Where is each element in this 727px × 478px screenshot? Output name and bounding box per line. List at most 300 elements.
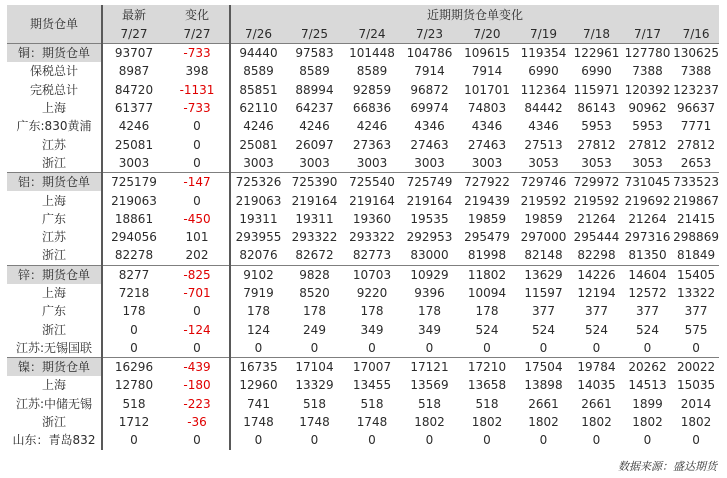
row-history-cell: 178 <box>303 304 326 319</box>
row-history-cell: 82773 <box>352 248 392 263</box>
row-history-cell: 725390 <box>286 173 343 192</box>
row-history-cell: 19311 <box>239 211 278 226</box>
row-history-cell: 178 <box>475 304 499 319</box>
row-history-cell: 349 <box>360 322 384 337</box>
row-latest: 0 <box>130 322 138 337</box>
warrant-table-container <box>7 5 719 450</box>
row-history-cell: 297316 <box>624 230 671 245</box>
table-row <box>7 246 719 265</box>
row-history-cell: 5953 <box>632 119 663 134</box>
row-history-cell: 82298 <box>577 248 616 263</box>
row-history-cell: 17007 <box>343 358 401 377</box>
row-name: 保税总计 <box>7 62 102 80</box>
row-history-cell: 4346 <box>414 119 445 134</box>
row-name: 江苏:无锡国联 <box>7 339 102 358</box>
header-change-date: 7/27 <box>165 25 230 44</box>
row-history-cell: 4246 <box>243 119 274 134</box>
table-row <box>7 154 719 173</box>
row-name: 锌：期货仓单 <box>7 265 102 284</box>
row-history-cell: 518 <box>418 396 441 411</box>
row-history-cell: 0 <box>539 433 548 448</box>
row-latest: 84720 <box>114 82 154 97</box>
header-date-8: 7/16 <box>673 25 719 44</box>
row-history-cell: 82672 <box>295 248 334 263</box>
category-row <box>7 265 719 284</box>
row-history-cell: 7388 <box>632 64 663 79</box>
row-name: 浙江 <box>7 154 102 173</box>
row-history-cell: 85851 <box>239 82 278 97</box>
header-date-4: 7/20 <box>458 25 516 44</box>
row-latest: 25081 <box>114 137 154 152</box>
row-history-cell: 112364 <box>520 82 567 97</box>
row-history-cell: 27363 <box>352 137 392 152</box>
row-history-cell: 81849 <box>676 248 716 263</box>
row-latest: 93707 <box>102 44 165 63</box>
row-history-cell: 3003 <box>471 155 503 170</box>
row-latest: 3003 <box>118 155 150 170</box>
row-history-cell: 518 <box>360 396 384 411</box>
row-history-cell: 84442 <box>524 101 563 116</box>
row-history-cell: 6990 <box>528 64 559 79</box>
row-history-cell: 3003 <box>356 155 388 170</box>
row-history-cell: 8589 <box>243 64 274 79</box>
row-history-cell: 12194 <box>577 286 616 300</box>
row-change: -180 <box>165 376 230 394</box>
row-history-cell: 17210 <box>458 358 516 377</box>
row-change: -223 <box>165 395 230 413</box>
table-row <box>7 135 719 153</box>
row-history-cell: 741 <box>247 396 270 411</box>
row-history-cell: 3053 <box>581 155 612 170</box>
row-history-cell: 0 <box>643 340 652 355</box>
header-date-0: 7/26 <box>230 25 286 44</box>
row-history-cell: 249 <box>303 322 326 337</box>
row-name: 广东 <box>7 302 102 320</box>
row-history-cell: 21415 <box>676 211 716 226</box>
row-change: 0 <box>165 117 230 135</box>
row-history-cell: 20022 <box>673 358 719 377</box>
row-name: 江苏:中储无锡 <box>7 395 102 413</box>
row-history-cell: 733523 <box>673 173 719 192</box>
table-row <box>7 302 719 320</box>
row-latest: 178 <box>122 304 146 319</box>
table-row <box>7 99 719 117</box>
row-history-cell: 1748 <box>299 415 330 430</box>
row-history-cell: 19859 <box>467 211 507 226</box>
row-history-cell: 0 <box>425 340 434 355</box>
row-history-cell: 27463 <box>467 137 507 152</box>
row-history-cell: 295479 <box>464 230 510 245</box>
row-history-cell: 122961 <box>571 44 622 63</box>
row-history-cell: 27812 <box>628 137 667 152</box>
row-history-cell: 219592 <box>573 193 620 208</box>
row-history-cell: 15405 <box>673 265 719 284</box>
row-latest: 4246 <box>118 119 150 134</box>
row-history-cell: 12572 <box>628 286 667 300</box>
row-history-cell: 101701 <box>464 82 510 97</box>
row-change: 0 <box>165 154 230 173</box>
row-name: 上海 <box>7 191 102 209</box>
row-history-cell: 94440 <box>230 44 286 63</box>
table-body <box>7 44 719 450</box>
header-date-1: 7/25 <box>286 25 343 44</box>
header-date-7: 7/17 <box>622 25 673 44</box>
row-history-cell: 518 <box>475 396 499 411</box>
row-history-cell: 66836 <box>352 101 392 116</box>
row-history-cell: 377 <box>636 304 659 319</box>
row-history-cell: 74803 <box>467 101 507 116</box>
header-latest-date: 7/27 <box>102 25 165 44</box>
row-name: 广东 <box>7 210 102 228</box>
row-history-cell: 19784 <box>571 358 622 377</box>
row-history-cell: 725540 <box>343 173 401 192</box>
row-history-cell: 575 <box>684 322 708 337</box>
row-history-cell: 96637 <box>676 101 716 116</box>
row-history-cell: 7388 <box>680 64 712 79</box>
row-history-cell: 5953 <box>581 119 612 134</box>
row-history-cell: 104786 <box>401 44 458 63</box>
row-history-cell: 26097 <box>295 137 334 152</box>
row-history-cell: 13629 <box>516 265 571 284</box>
row-history-cell: 524 <box>585 322 608 337</box>
row-history-cell: 1899 <box>632 396 663 411</box>
row-history-cell: 13658 <box>467 378 507 393</box>
row-history-cell: 19859 <box>524 211 563 226</box>
row-history-cell: 88994 <box>295 82 334 97</box>
row-history-cell: 8589 <box>299 64 330 79</box>
row-change: -439 <box>165 358 230 377</box>
row-history-cell: 14035 <box>577 378 616 393</box>
row-history-cell: 14513 <box>628 378 667 393</box>
row-latest: 18861 <box>114 211 154 226</box>
row-history-cell: 17504 <box>516 358 571 377</box>
row-history-cell: 219439 <box>464 193 510 208</box>
data-source-note: 数据来源：盛达期货 <box>618 460 717 473</box>
row-history-cell: 729746 <box>516 173 571 192</box>
row-history-cell: 3003 <box>299 155 330 170</box>
table-row <box>7 117 719 135</box>
row-history-cell: 4346 <box>528 119 559 134</box>
row-history-cell: 13329 <box>295 378 334 393</box>
row-latest: 1712 <box>118 415 150 430</box>
row-change: -1131 <box>165 81 230 99</box>
row-history-cell: 10929 <box>401 265 458 284</box>
row-history-cell: 3053 <box>528 155 559 170</box>
row-change: 0 <box>165 302 230 320</box>
row-history-cell: 81998 <box>467 248 507 263</box>
row-history-cell: 25081 <box>239 137 278 152</box>
row-history-cell: 13569 <box>410 378 449 393</box>
row-history-cell: 7914 <box>414 64 445 79</box>
row-history-cell: 1802 <box>471 415 503 430</box>
row-history-cell: 0 <box>425 433 434 448</box>
row-history-cell: 298869 <box>673 230 719 245</box>
row-history-cell: 0 <box>643 433 652 448</box>
row-history-cell: 14604 <box>622 265 673 284</box>
row-history-cell: 130625 <box>673 44 719 63</box>
row-history-cell: 2653 <box>680 155 712 170</box>
row-history-cell: 97583 <box>286 44 343 63</box>
row-history-cell: 0 <box>592 433 601 448</box>
table-row <box>7 413 719 431</box>
row-latest: 219063 <box>111 193 157 208</box>
row-name: 浙江 <box>7 320 102 338</box>
row-history-cell: 69974 <box>410 101 449 116</box>
row-history-cell: 92859 <box>352 82 392 97</box>
row-history-cell: 727922 <box>458 173 516 192</box>
row-history-cell: 27463 <box>410 137 449 152</box>
row-history-cell: 0 <box>483 433 491 448</box>
row-history-cell: 27513 <box>524 137 563 152</box>
row-name: 浙江 <box>7 246 102 265</box>
row-name: 铝：期货仓单 <box>7 173 102 192</box>
warrant-table <box>7 5 719 450</box>
row-change: 0 <box>165 339 230 358</box>
row-history-cell: 4246 <box>299 119 330 134</box>
row-history-cell: 178 <box>418 304 441 319</box>
row-name: 上海 <box>7 284 102 302</box>
row-history-cell: 219164 <box>291 193 338 208</box>
row-history-cell: 178 <box>360 304 384 319</box>
row-history-cell: 64237 <box>295 101 334 116</box>
row-history-cell: 0 <box>483 340 491 355</box>
row-history-cell: 21264 <box>577 211 616 226</box>
row-history-cell: 1802 <box>632 415 663 430</box>
table-row <box>7 339 719 358</box>
row-history-cell: 377 <box>684 304 708 319</box>
row-history-cell: 297000 <box>520 230 567 245</box>
row-latest: 0 <box>130 433 138 448</box>
row-history-cell: 219063 <box>235 193 282 208</box>
row-history-cell: 1748 <box>356 415 388 430</box>
row-history-cell: 0 <box>254 340 263 355</box>
table-header <box>7 5 719 44</box>
row-history-cell: 19360 <box>352 211 392 226</box>
row-change: 0 <box>165 191 230 209</box>
row-history-cell: 6990 <box>581 64 612 79</box>
row-history-cell: 293322 <box>291 230 338 245</box>
row-history-cell: 15035 <box>676 378 716 393</box>
row-history-cell: 1748 <box>243 415 274 430</box>
row-change: -733 <box>165 99 230 117</box>
row-history-cell: 27812 <box>577 137 616 152</box>
row-history-cell: 8589 <box>356 64 388 79</box>
header-item: 期货仓单 <box>7 5 102 44</box>
row-history-cell: 1802 <box>528 415 559 430</box>
header-date-5: 7/19 <box>516 25 571 44</box>
row-history-cell: 725326 <box>230 173 286 192</box>
row-history-cell: 178 <box>247 304 270 319</box>
row-history-cell: 377 <box>585 304 608 319</box>
table-row <box>7 210 719 228</box>
header-row-dates <box>7 25 719 44</box>
row-history-cell: 13898 <box>524 378 563 393</box>
row-latest: 12780 <box>114 378 154 393</box>
header-recent: 近期期货仓单变化 <box>230 5 719 25</box>
row-history-cell: 19311 <box>295 211 334 226</box>
header-change: 变化 <box>165 5 230 25</box>
header-row-top <box>7 5 719 25</box>
row-history-cell: 82076 <box>239 248 278 263</box>
row-history-cell: 11802 <box>458 265 516 284</box>
row-change: -147 <box>165 173 230 192</box>
row-history-cell: 19535 <box>410 211 449 226</box>
row-history-cell: 83000 <box>410 248 449 263</box>
row-history-cell: 0 <box>692 433 700 448</box>
row-history-cell: 11597 <box>524 286 563 300</box>
table-row <box>7 228 719 246</box>
row-change: -733 <box>165 44 230 63</box>
row-history-cell: 219164 <box>349 193 395 208</box>
row-latest: 61377 <box>114 101 154 116</box>
row-history-cell: 120392 <box>624 82 671 97</box>
row-history-cell: 3003 <box>243 155 274 170</box>
row-history-cell: 2014 <box>680 396 712 411</box>
row-history-cell: 101448 <box>343 44 401 63</box>
row-history-cell: 0 <box>310 340 319 355</box>
row-latest: 725179 <box>102 173 165 192</box>
row-latest: 0 <box>130 340 138 355</box>
row-history-cell: 219692 <box>624 193 671 208</box>
row-history-cell: 4346 <box>471 119 503 134</box>
row-name: 上海 <box>7 376 102 394</box>
row-change: 0 <box>165 135 230 153</box>
row-history-cell: 293322 <box>349 230 395 245</box>
row-history-cell: 524 <box>475 322 499 337</box>
row-history-cell: 731045 <box>622 173 673 192</box>
row-history-cell: 119354 <box>516 44 571 63</box>
row-history-cell: 2661 <box>528 396 559 411</box>
row-history-cell: 12960 <box>239 378 278 393</box>
row-history-cell: 0 <box>692 340 700 355</box>
row-history-cell: 518 <box>303 396 326 411</box>
row-history-cell: 1802 <box>680 415 712 430</box>
row-history-cell: 16735 <box>230 358 286 377</box>
row-history-cell: 124 <box>247 322 270 337</box>
row-name: 江苏 <box>7 135 102 153</box>
category-row <box>7 358 719 377</box>
row-history-cell: 219592 <box>520 193 567 208</box>
category-row <box>7 44 719 63</box>
row-history-cell: 4246 <box>356 119 388 134</box>
header-date-6: 7/18 <box>571 25 622 44</box>
row-history-cell: 14226 <box>571 265 622 284</box>
row-history-cell: 0 <box>592 340 601 355</box>
row-history-cell: 96872 <box>410 82 449 97</box>
header-latest: 最新 <box>102 5 165 25</box>
table-row <box>7 376 719 394</box>
row-history-cell: 21264 <box>628 211 667 226</box>
row-history-cell: 17121 <box>401 358 458 377</box>
row-history-cell: 9396 <box>414 286 445 300</box>
row-history-cell: 90962 <box>628 101 667 116</box>
row-history-cell: 2661 <box>581 396 612 411</box>
row-history-cell: 9102 <box>230 265 286 284</box>
row-name: 完税总计 <box>7 81 102 99</box>
row-change: -450 <box>165 210 230 228</box>
row-change: -124 <box>165 320 230 338</box>
row-history-cell: 7771 <box>680 119 712 134</box>
table-row <box>7 81 719 99</box>
row-history-cell: 8520 <box>299 286 330 300</box>
table-row <box>7 431 719 449</box>
row-history-cell: 109615 <box>458 44 516 63</box>
row-history-cell: 0 <box>368 433 376 448</box>
table-row <box>7 395 719 413</box>
row-history-cell: 123237 <box>673 82 719 97</box>
row-latest: 16296 <box>102 358 165 377</box>
row-latest: 518 <box>122 396 146 411</box>
row-history-cell: 524 <box>636 322 659 337</box>
row-change: 0 <box>165 431 230 449</box>
row-history-cell: 82148 <box>524 248 563 263</box>
table-row <box>7 62 719 80</box>
row-change: 202 <box>165 246 230 265</box>
row-history-cell: 115971 <box>573 82 620 97</box>
row-history-cell: 86143 <box>577 101 616 116</box>
row-history-cell: 725749 <box>401 173 458 192</box>
row-history-cell: 27812 <box>676 137 716 152</box>
header-date-3: 7/23 <box>401 25 458 44</box>
row-name: 铜：期货仓单 <box>7 44 102 63</box>
row-history-cell: 349 <box>418 322 441 337</box>
row-change: 101 <box>165 228 230 246</box>
row-history-cell: 20262 <box>622 358 673 377</box>
row-latest: 8987 <box>118 64 150 79</box>
row-history-cell: 3053 <box>632 155 663 170</box>
row-latest: 294056 <box>111 230 157 245</box>
row-change: 398 <box>165 62 230 80</box>
row-name: 山东：青岛832 <box>7 431 102 449</box>
row-history-cell: 17104 <box>286 358 343 377</box>
row-change: -701 <box>165 284 230 302</box>
table-row <box>7 284 719 302</box>
row-history-cell: 219164 <box>406 193 453 208</box>
row-history-cell: 524 <box>532 322 555 337</box>
row-latest: 7218 <box>118 286 150 300</box>
row-name: 广东:830黄浦 <box>7 117 102 135</box>
row-history-cell: 9220 <box>356 286 388 300</box>
row-history-cell: 219867 <box>673 193 719 208</box>
row-history-cell: 377 <box>532 304 555 319</box>
row-history-cell: 295444 <box>573 230 620 245</box>
row-history-cell: 10703 <box>343 265 401 284</box>
row-history-cell: 10094 <box>467 286 507 300</box>
row-history-cell: 729972 <box>571 173 622 192</box>
row-change: -36 <box>165 413 230 431</box>
row-history-cell: 62110 <box>239 101 278 116</box>
row-history-cell: 0 <box>368 340 376 355</box>
row-history-cell: 81350 <box>628 248 667 263</box>
row-history-cell: 127780 <box>622 44 673 63</box>
row-history-cell: 0 <box>254 433 263 448</box>
row-history-cell: 0 <box>539 340 548 355</box>
row-name: 镍：期货仓单 <box>7 358 102 377</box>
row-latest: 8277 <box>102 265 165 284</box>
header-date-2: 7/24 <box>343 25 401 44</box>
row-history-cell: 292953 <box>406 230 453 245</box>
row-history-cell: 1802 <box>581 415 612 430</box>
row-history-cell: 7919 <box>243 286 274 300</box>
row-history-cell: 9828 <box>286 265 343 284</box>
row-change: -825 <box>165 265 230 284</box>
row-history-cell: 293955 <box>235 230 282 245</box>
row-history-cell: 0 <box>310 433 319 448</box>
row-history-cell: 1802 <box>414 415 445 430</box>
row-history-cell: 7914 <box>471 64 503 79</box>
row-latest: 82278 <box>114 248 154 263</box>
row-name: 上海 <box>7 99 102 117</box>
